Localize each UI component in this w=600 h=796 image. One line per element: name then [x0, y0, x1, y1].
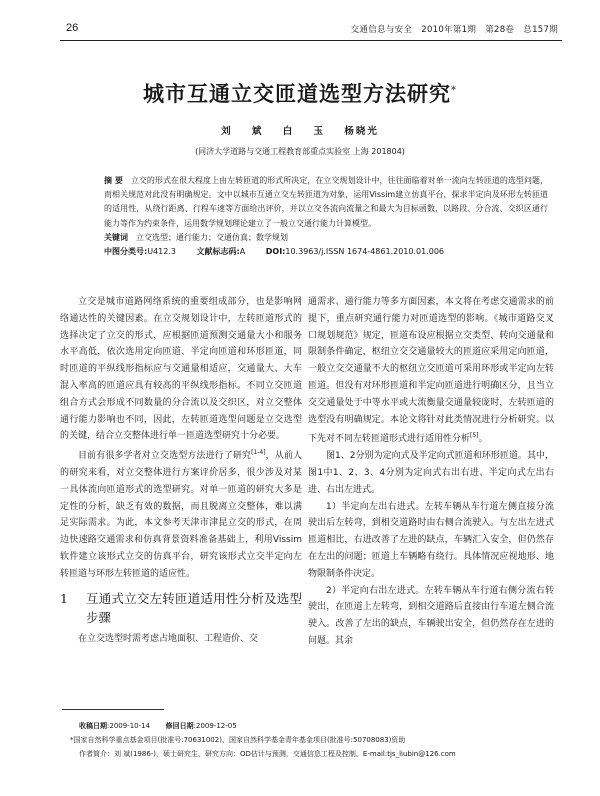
- body-paragraph: 1）半定向左出右进式。左转车辆从车行道左侧直接分流驶出后左转弯，到相交道路时由右侧合流驶入。与左出左进式匝道相比，右进改善了左进的缺点，车辆汇入安全，但仍然存在左出的问题；匝道上车辆略有绕行。具体情况应视地形、地物限制条件决定。: [308, 501, 554, 579]
- title-text: 城市互通立交匝道选型方法研究: [143, 81, 451, 106]
- author-bio: 作者简介：刘 斌(1986-)，硕士研究生，研究方向：OD估计与预测，交通信息工程及控制。E-mail:tjs_liubin@126.com: [79, 750, 456, 758]
- abstract-label: 摘 要: [104, 176, 123, 185]
- punctuation: 。: [478, 434, 488, 445]
- classification-line: 中图分类号:U412.3 文献标志码:A DOI:10.3963/j.ISSN 1674-4861.2010.01.006: [104, 247, 445, 257]
- doi-value: 10.3963/j.ISSN 1674-4861.2010.01.006: [285, 247, 445, 257]
- keywords-text: 立交选型；通行能力；交通仿真；数学规划: [136, 232, 288, 242]
- section-number: 1: [60, 590, 68, 606]
- citation: [5]: [470, 432, 479, 440]
- dates-line: 收稿日期:2009-10-14 修回日期:2009-12-05: [79, 722, 237, 730]
- keywords: [104, 231, 548, 245]
- title-footnote-mark: *: [451, 85, 457, 96]
- keywords-label: 关键词: [104, 232, 128, 242]
- section-heading: [60, 589, 302, 627]
- page-number: 26: [66, 22, 79, 34]
- journal-info: [351, 23, 558, 35]
- received-date: 2009-10-14: [109, 722, 151, 730]
- revised-date: 2009-12-05: [195, 722, 237, 730]
- doc-code-label: 文献标志码: [196, 247, 237, 257]
- affiliation: (同济大学道路与交通工程教育部重点实验室 上海 201804): [195, 147, 405, 156]
- abstract-block: [104, 174, 548, 259]
- footnotes: [70, 719, 560, 761]
- body-paragraph: 立交是城市道路网络系统的重要组成部分，也是影响网络通达性的关键因素。在立交规划设计中，左转匝道形式的选择决定了立交的形式，应根据匝道预测交通量大小和服务水平高低，依次选用定向匝道、半定向匝道和环形匝道，同时匝道的平纵线形指标应与交通量相适应，交通量大、大车混入率高的匝道应具有较高的平纵线形指标。不同立交匝道组合方式会形成不同数量的分合流以及交织区，对立交整体通行能力影响也不同，因此，左转匝道选型问题是立交选型的关键，结合立交整体进行单一匝道选型研究十分必要。: [60, 297, 302, 442]
- doc-code-value: A: [239, 247, 246, 257]
- classification-label: 中图分类号: [104, 247, 144, 257]
- left-column: [60, 294, 302, 647]
- journal-name: 交通信息与安全: [350, 25, 413, 35]
- received-label: 收稿日期: [79, 722, 107, 730]
- total-issue: 总157期: [523, 25, 558, 35]
- footnote-divider: [62, 709, 164, 710]
- funding-note: *国家自然科学重点基金项目(批准号:70631002)、国家自然科学基金青年基金项目(批准号:50708083)资助: [70, 736, 406, 744]
- doi-label: DOI: [265, 247, 283, 257]
- article-title: [0, 78, 600, 108]
- volume: 第28卷: [485, 25, 515, 35]
- paragraph-text: 目前有很多学者对立交选型方法进行了研究: [78, 451, 252, 462]
- body-paragraph: 2）半定向右出左进式。左转车辆从车行道右侧分流右转驶出，在匝道上左转弯，到相交道路后直接由行车道左侧合流驶入。改善了左出的缺点，车辆驶出安全，但仍然存在左进的问题。其余: [308, 585, 554, 646]
- authors: 刘 斌 白 玉 杨晓光: [221, 126, 379, 137]
- body-paragraph: [60, 445, 302, 582]
- right-column: [308, 294, 554, 650]
- body-paragraph: 图1、2分别为定向式及半定向式匝道和环形匝道。其中，图1中1、2、3、4分别为定向式右出右进、半定向式左出右进、右出左进式。: [308, 451, 554, 495]
- paragraph-text: ，从前人的研究来看，对立交整体进行方案评价居多，很少涉及对某一具体流向匝道形式的选型研究。对单一匝道的研究大多是定性的分析，缺乏有效的数据，而且脱离立交整体，难以满足实际需求。为此，本文参考天津市津昆立交的形式，在周边快速路交通需求和仿真背景资料准备基础上，利用Vissim软件建立该形式立交的仿真平台，研究该形式立交半定向左转匝道与环形左转匝道的适应性。: [60, 451, 302, 579]
- body-paragraph: [308, 294, 554, 448]
- header-divider: [60, 40, 562, 41]
- paragraph-text: 通需求、通行能力等多方面因素，本文将在考虑交通需求的前提下，重点研究通行能力对匝道选型的影响。《城市道路交叉口规划规范》规定，匝道布设应根据立交类型、转向交通量和限制条件确定，枢纽立交交通量较大的匝道应采用定向匝道，一般立交交通量不大的枢纽立交匝道可采用环形或半定向左转匝道。但没有对环形匝道和半定向匝道进行明确区分，且当立交交通量处于中等水平或大流衡量交通量较庞时，左转匝道的选型没有明确规定。本论文将针对此类情况进行分析研究。以下先对不同左转匝道形式进行适用性分析: [308, 297, 554, 445]
- abstract: [104, 174, 548, 231]
- body-paragraph: 在立交选型时需考虑占地面积、工程造价、交: [78, 633, 259, 644]
- abstract-text: 立交的形式在很大程度上由左转匝道的形式所决定，在立交规划设计中，往往面临着对单一流向左转匝道的选型问题，而相关规范对此没有明确规定。文中以城市互通立交左转匝道为对象，运用Vissim建立仿真平台，探求半定向及环形左转匝道的适用性，从绕行距离、行程车速等方面给出评价，并以立交各流向流量之和最大为目标函数，以路段、分合流、交织区通行能力等作为约束条件，运用数学规划理论建立了一般立交通行能力计算模型。: [104, 176, 548, 228]
- citation: [1-4]: [251, 449, 266, 457]
- revised-label: 修回日期: [165, 722, 194, 730]
- section-title: 互通式立交左转匝道适用性分析及选型步骤: [86, 590, 302, 625]
- issue: 2010年第1期: [421, 25, 477, 35]
- classification-value: U412.3: [147, 247, 176, 257]
